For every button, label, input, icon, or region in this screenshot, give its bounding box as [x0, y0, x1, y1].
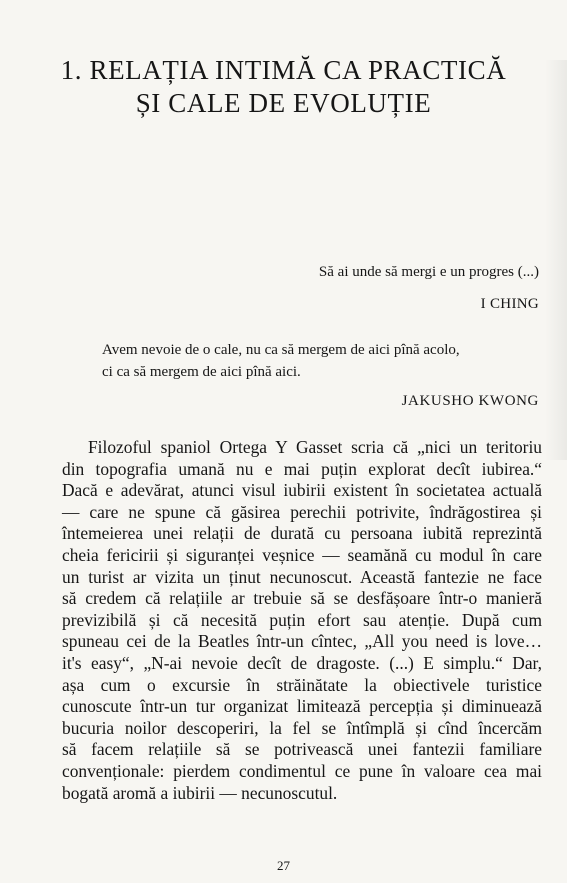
chapter-title: [0, 54, 567, 120]
body-line: spuneau cei de la Beatles într-un cîntec, „All you need is love…: [62, 631, 542, 652]
body-line: — care ne spune că găsirea perechii potrivite, îndrăgostirea și: [62, 501, 542, 522]
body-line: convenționale: pierdem condimentul ce pune în valoare cea mai: [62, 760, 542, 781]
epigraph-2-line-1: Avem nevoie de o cale, nu ca să mergem de aici pînă acolo,: [102, 342, 460, 358]
body-line: din topografia umană nu e mai puțin explorat decît iubirea.“: [62, 458, 542, 479]
body-line: bogată aromă a iubirii — necunoscutul.: [62, 782, 338, 803]
body-line: cunoscute într-un tur organizat limitează percepția și diminuează: [62, 696, 542, 717]
body-paragraph: [62, 437, 542, 804]
body-line: previzibilă și că necesită puțin efort sau atenție. După cum: [62, 609, 542, 630]
page-number: 27: [277, 858, 290, 873]
epigraph-1-quote: Să ai unde să mergi e un progres (...): [318, 264, 539, 280]
epigraph-2-quote: [102, 339, 460, 383]
body-line: așa cum o excursie în străinătate la obiectivele turistice: [62, 674, 542, 695]
body-line: cheia fericirii și siguranței veșnice — seamănă cu modul în care: [62, 544, 542, 565]
epigraph-1-attribution: I CHING: [480, 296, 539, 312]
body-line: Dacă e adevărat, atunci visul iubirii existent în societatea actuală: [62, 480, 542, 501]
body-line: un turist ar vizita un ținut necunoscut. Această fantezie ne face: [62, 566, 542, 587]
body-line: să credem că relațiile ar trebuie să se desfășoare într-o manieră: [62, 588, 542, 609]
chapter-title-line-1: 1. RELAȚIA INTIMĂ CA PRACTICĂ: [60, 55, 507, 86]
epigraph-2-line-2: ci ca să mergem de aici pînă aici.: [102, 364, 301, 380]
body-line: întemeierea unei relații de durată cu persoana iubită reprezintă: [62, 523, 542, 544]
body-line: Filozoful spaniol Ortega Y Gasset scria că „nici un teritoriu: [88, 437, 542, 457]
body-line: it's easy“, „N-ai nevoie decît de dragoste. (...) E simplu.“ Dar,: [62, 652, 542, 673]
body-line: bucuria noilor descoperiri, la fel se întîmplă și cînd încercăm: [62, 717, 542, 738]
body-line: să facem relațiile să se potrivească unei fantezii familiare: [62, 739, 542, 760]
chapter-title-line-2: ȘI CALE DE EVOLUȚIE: [135, 88, 432, 119]
epigraph-2-attribution: JAKUSHO KWONG: [401, 393, 539, 409]
